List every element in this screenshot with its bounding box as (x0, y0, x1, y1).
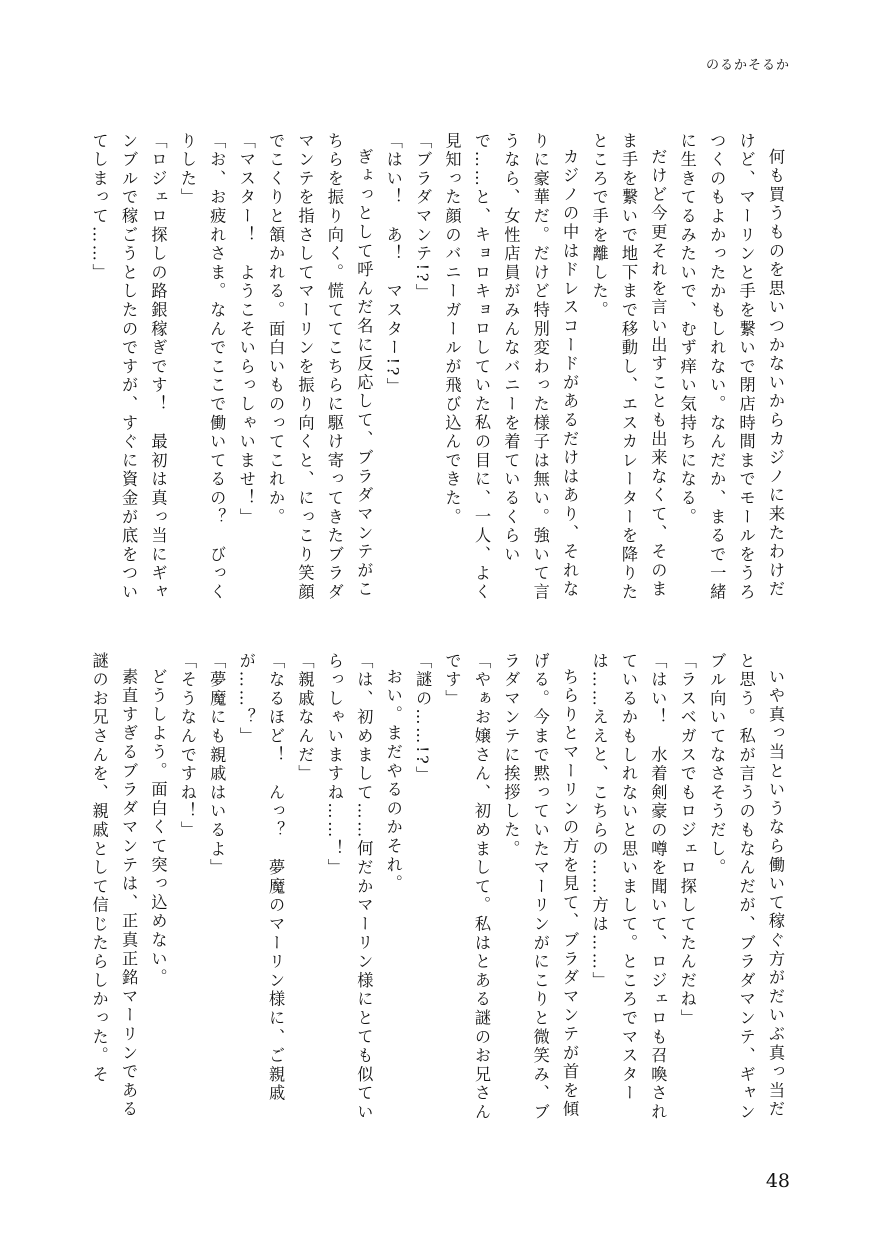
paragraph: 「親戚なんだ」 (295, 652, 315, 784)
paragraph: 「はい！ 水着剣豪の噂を聞いて、ロジェロも召喚されているかもしれないと思いまして。ところでマスターは……ええと、こちらの……方は……」 (589, 652, 668, 1122)
paragraph: だけど今更それを言い出すことも出来なくて、そのまま手を繋いで地下まで移動し、エスカレーターを降りたところで手を離した。 (589, 132, 668, 602)
paragraph: 「謎の……!?」 (413, 652, 433, 786)
paragraph: 「ラスベガスでもロジェロ探してたんだね」 (677, 652, 697, 1028)
paragraph: いや真っ当というなら働いて稼ぐ方がだいぶ真っ当だと思う。私が言うのもなんだが、ブラダマンテ、ギャンブル向いてなさそうだし。 (707, 652, 785, 1122)
paragraph: カジノの中はドレスコードがあるだけはあり、それなりに豪華だ。だけど特別変わった様子は無い。強いて言うなら、女性店員がみんなバニーを着ているくらいで……と、キョロキョロしていた私の目に、一人、よく見知った顔のバニーガールが飛び込んできた。 (442, 132, 580, 602)
paragraph: どうしよう。面白くて突っ込めない。 (148, 668, 168, 988)
paragraph: 「ロジェロ探しの路銀稼ぎです！ 最初は真っ当にギャンブルで稼ごうとしたのですが、すぐに資金が底をついてしまって……」 (89, 132, 168, 602)
paragraph: 「はい！ あ！ マスター!?」 (383, 132, 403, 397)
paragraph: 「お、お疲れさま。なんでここで働いてるの？ びっくりした」 (177, 132, 227, 602)
paragraph: 「やぁお嬢さん、初めまして。私はとある謎のお兄さんです」 (442, 652, 491, 1122)
paragraph: ちらりとマーリンの方を見て、ブラダマンテが首を傾げる。今まで黙っていたマーリンがにこりと微笑み、ブラダマンテに挨拶した。 (501, 652, 580, 1122)
paragraph: 「そうなんですね！」 (177, 652, 197, 840)
paragraph: 「ブラダマンテ!?」 (413, 132, 433, 303)
paragraph: 「マスター！ ようこそいらっしゃいませ！」 (236, 132, 256, 527)
text-block-upper (84, 132, 790, 602)
paragraph: ぎょっとして呼んだ名に反応して、ブラダマンテがこちらを振り向く。慌ててこちらに駆け寄ってきたブラダマンテを指さしてマーリンを振り向くと、にっこり笑顔でこくりと頷かれる。面白いものってこれか。 (266, 132, 374, 602)
paragraph: おい。まだやるのかそれ。 (383, 668, 403, 894)
text-block-lower (84, 652, 790, 1122)
paragraph: 何も買うものを思いつかないからカジノに来たわけだけど、マーリンと手を繋いで閉店時間までモールをうろつくのもよかったかもしれない。なんだか、まるで一緒に生きてるみたいで、むず痒い気持ちになる。 (677, 132, 785, 602)
paragraph: 「は、初めまして……何だかマーリン様にとても似ていらっしゃいますね……！」 (324, 652, 374, 1122)
running-title: のるかそるか (705, 58, 790, 73)
paragraph: 「なるほど！ んっ？ 夢魔のマーリン様に、ご親戚が……？」 (236, 652, 286, 1104)
page-number: 48 (765, 1170, 790, 1192)
paragraph: 「夢魔にも親戚はいるよ」 (207, 652, 227, 878)
paragraph: 素直すぎるブラダマンテは、正真正銘マーリンである謎のお兄さんを、親戚として信じたらしかった。そ (89, 652, 139, 1120)
